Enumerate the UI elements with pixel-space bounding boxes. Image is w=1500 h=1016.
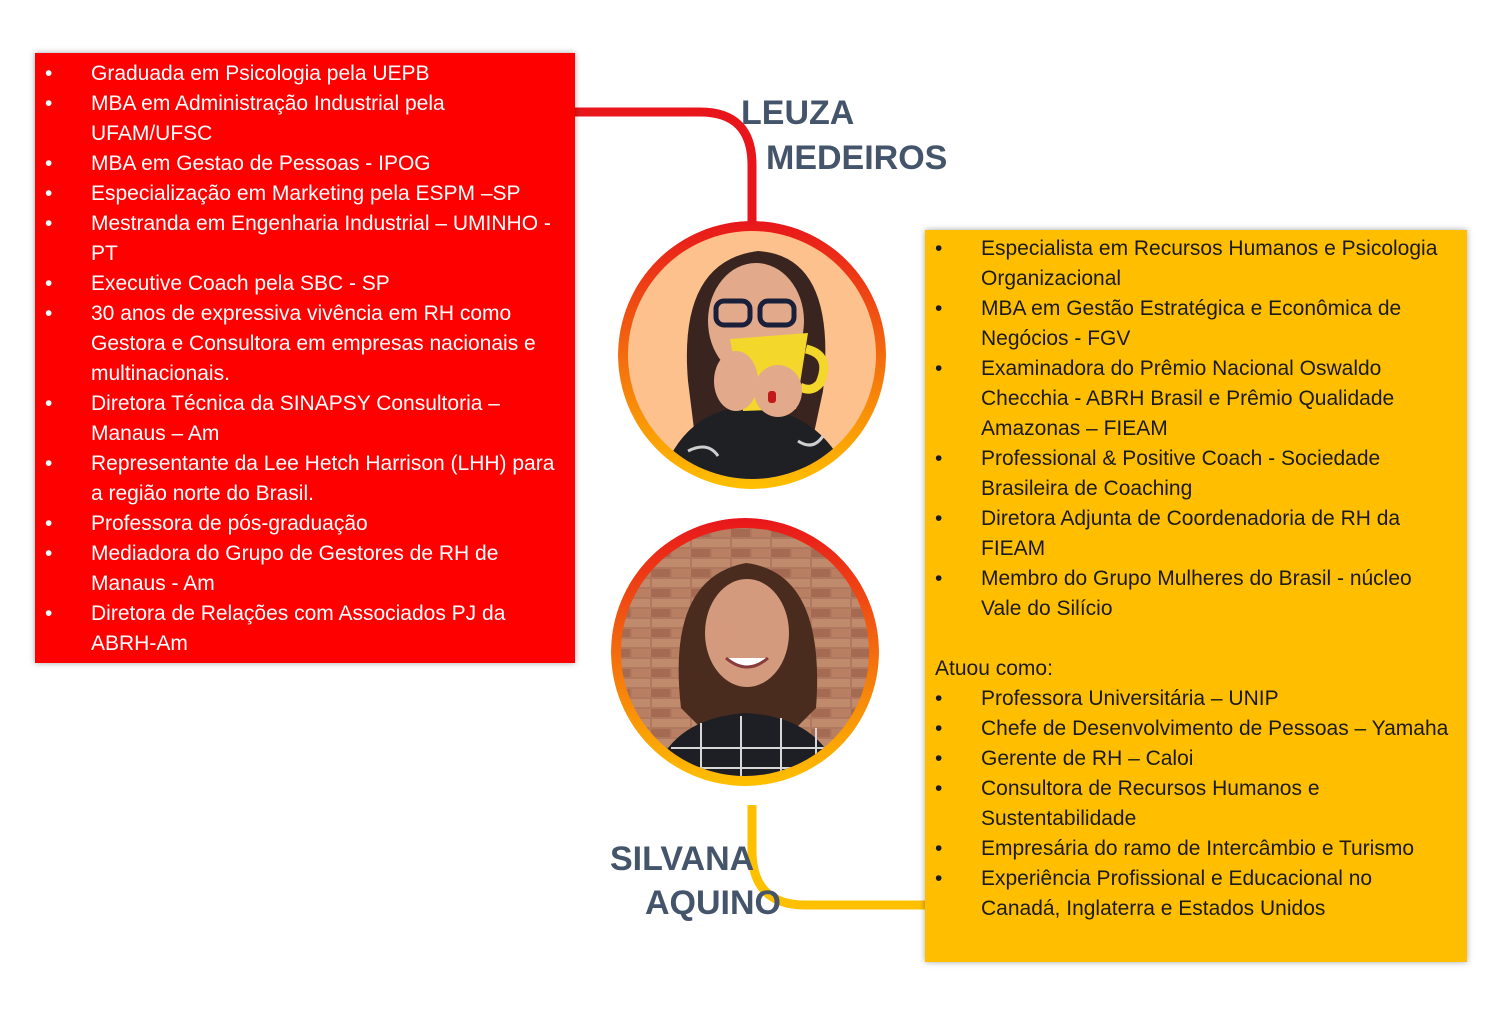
list-item: • MBA em Gestão Estratégica e Econômica de Negócios - FGV <box>935 294 1457 354</box>
list-item: • Membro do Grupo Mulheres do Brasil - núcleo Vale do Silício <box>935 564 1457 624</box>
list-item: • Gerente de RH – Caloi <box>935 744 1457 774</box>
leuza-bio-list <box>45 59 565 659</box>
list-item: • Consultora de Recursos Humanos e Sustentabilidade <box>935 774 1457 834</box>
list-item: • Graduada em Psicologia pela UEPB <box>45 59 565 89</box>
list-item: • Diretora Adjunta de Coordenadoria de RH da FIEAM <box>935 504 1457 564</box>
list-item: • Executive Coach pela SBC - SP <box>45 269 565 299</box>
list-item: • Especialista em Recursos Humanos e Psicologia Organizacional <box>935 234 1457 294</box>
list-item: • Professora de pós-graduação <box>45 509 565 539</box>
leuza-bio-box <box>35 53 575 663</box>
list-item: • Mestranda em Engenharia Industrial – UMINHO - PT <box>45 209 565 269</box>
list-item: • Representante da Lee Hetch Harrison (LHH) para a região norte do Brasil. <box>45 449 565 509</box>
silvana-bio-box <box>925 230 1467 962</box>
list-item: • Diretora de Relações com Associados PJ da ABRH-Am <box>45 599 565 659</box>
leuza-first-name: LEUZA <box>741 94 855 132</box>
list-item: • 30 anos de expressiva vivência em RH como Gestora e Consultora em empresas nacionais e multinacionais. <box>45 299 565 389</box>
list-item: • Empresária do ramo de Intercâmbio e Turismo <box>935 834 1457 864</box>
list-item: • MBA em Gestao de Pessoas - IPOG <box>45 149 565 179</box>
silvana-photo <box>611 518 879 786</box>
list-item: • Chefe de Desenvolvimento de Pessoas – Yamaha <box>935 714 1457 744</box>
spacer <box>935 624 1457 654</box>
list-item: • Professional & Positive Coach - Sociedade Brasileira de Coaching <box>935 444 1457 504</box>
silvana-experience-list <box>935 684 1457 924</box>
list-item: • Examinadora do Prêmio Nacional Oswaldo Checchia - ABRH Brasil e Prêmio Qualidade Amazonas – FIEAM <box>935 354 1457 444</box>
list-item: • Professora Universitária – UNIP <box>935 684 1457 714</box>
list-item: • Mediadora do Grupo de Gestores de RH de Manaus - Am <box>45 539 565 599</box>
list-item: • Especialização em Marketing pela ESPM –SP <box>45 179 565 209</box>
experience-heading: Atuou como: <box>935 657 1053 680</box>
silvana-bio-list <box>935 234 1457 624</box>
silvana-last-name: AQUINO <box>645 884 781 922</box>
list-item: • MBA em Administração Industrial pela UFAM/UFSC <box>45 89 565 149</box>
leuza-last-name: MEDEIROS <box>766 139 948 177</box>
list-item: • Experiência Profissional e Educacional no Canadá, Inglaterra e Estados Unidos <box>935 864 1457 924</box>
top-connector-line <box>575 112 752 225</box>
leuza-photo <box>618 221 886 489</box>
silvana-first-name: SILVANA <box>610 840 755 878</box>
list-item: • Diretora Técnica da SINAPSY Consultoria – Manaus – Am <box>45 389 565 449</box>
